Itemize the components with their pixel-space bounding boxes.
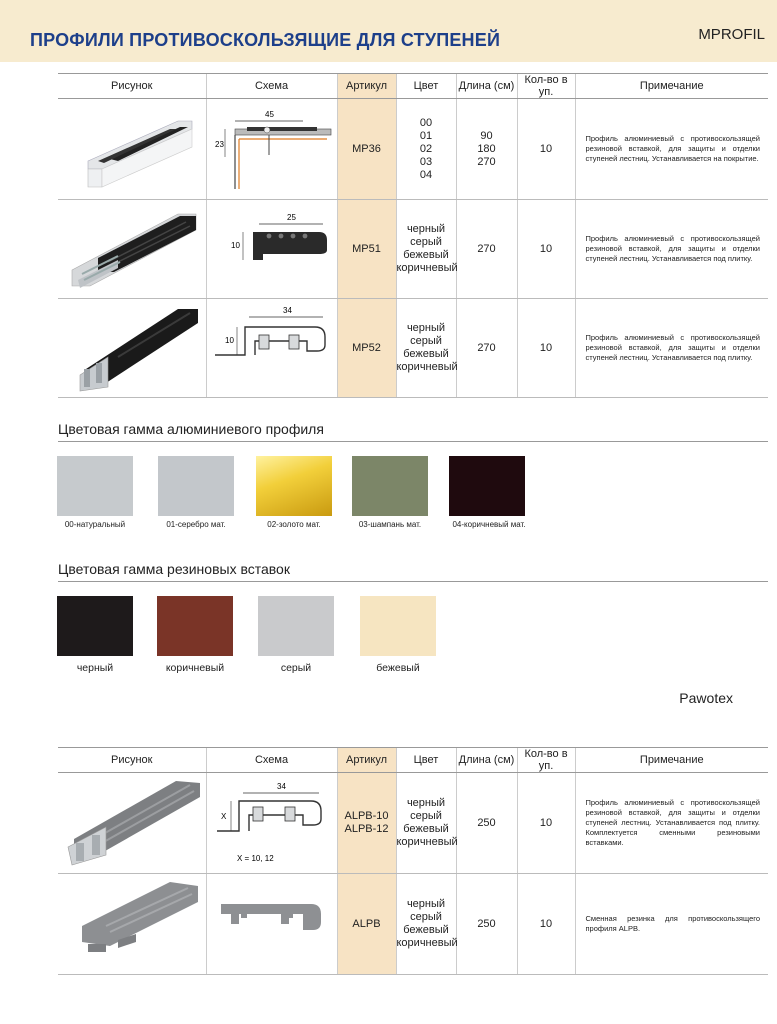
- scheme-drawing-alpb-10-12: [206, 773, 337, 874]
- product-image-mp36: [58, 99, 206, 200]
- table-header-row: [58, 748, 768, 773]
- swatch-label: коричневый: [165, 662, 225, 674]
- divider: [58, 441, 768, 442]
- length-alpb: 250: [456, 874, 517, 975]
- page-title: ПРОФИЛИ ПРОТИВОСКОЛЬЗЯЩИЕ ДЛЯ СТУПЕНЕЙ: [30, 30, 501, 50]
- color-mp36: 00 01 02 03 04: [396, 99, 456, 200]
- swatch-label: 01-серебро мат.: [166, 520, 226, 529]
- swatch-aluminium-03: [352, 456, 428, 516]
- col-header-article: Артикул: [337, 748, 396, 773]
- scheme-drawing-mp52: [206, 299, 337, 398]
- svg-text:X: X: [220, 812, 226, 821]
- scheme-drawing-alpb: [206, 874, 337, 975]
- swatch-rubber-grey: [258, 596, 334, 656]
- col-header-picture: Рисунок: [58, 74, 206, 99]
- swatch-aluminium-00: [57, 456, 133, 516]
- scheme-drawing-mp51: [206, 200, 337, 299]
- article-alpb-10-12: ALPB-10 ALPB-12: [337, 773, 396, 874]
- table-row: [58, 99, 768, 200]
- table-header-row: [58, 74, 768, 99]
- color-mp51: черный серый бежевый коричневый: [396, 200, 456, 299]
- swatch-label: черный: [76, 662, 114, 674]
- product-image-alpb-10-12: [58, 773, 206, 874]
- swatch-label: 02-золото мат.: [267, 520, 321, 529]
- col-header-qty: Кол-во в уп.: [517, 74, 575, 99]
- article-mp51: MP51: [337, 200, 396, 299]
- length-mp51: 270: [456, 200, 517, 299]
- note-mp36: Профиль алюминиевый с противоскользящей резиновой вставкой, для защиты и отделки ступеней лестниц. Устанавливается на покрытие.: [575, 99, 768, 200]
- col-header-note: Примечание: [575, 748, 768, 773]
- col-header-qty: Кол-во в уп.: [517, 748, 575, 773]
- article-alpb: ALPB: [337, 874, 396, 975]
- col-header-length: Длина (см): [456, 748, 517, 773]
- svg-text:34: 34: [276, 782, 286, 791]
- col-header-color: Цвет: [396, 74, 456, 99]
- col-header-color: Цвет: [396, 748, 456, 773]
- profile-table-pawotex: [58, 747, 768, 975]
- svg-text:23: 23: [214, 140, 224, 149]
- col-header-article: Артикул: [337, 74, 396, 99]
- color-mp52: черный серый бежевый коричневый: [396, 299, 456, 398]
- note-alpb: Сменная резинка для противоскользящего профиля ALPB.: [575, 874, 768, 975]
- swatch-rubber-brown: [157, 596, 233, 656]
- rubber-colors-title: Цветовая гамма резиновых вставок: [58, 561, 290, 577]
- swatch-label: 04-коричневый мат.: [452, 520, 526, 529]
- swatch-rubber-beige: [360, 596, 436, 656]
- swatch-rubber-black: [57, 596, 133, 656]
- col-header-scheme: Схема: [206, 74, 337, 99]
- swatch-label: 00-натуральный: [64, 520, 126, 529]
- length-mp36: 90 180 270: [456, 99, 517, 200]
- length-mp52: 270: [456, 299, 517, 398]
- svg-text:10: 10: [230, 241, 240, 250]
- note-alpb-10-12: Профиль алюминиевый с противоскользящей резиновой вставкой, для защиты и отделки ступеней лестниц. Устанавливается под плитку. Комплектуется сменными резиновыми вставками.: [575, 773, 768, 874]
- swatch-label: бежевый: [376, 662, 420, 674]
- qty-mp36: 10: [517, 99, 575, 200]
- note-mp52: Профиль алюминиевый с противоскользящей резиновой вставкой, для защиты и отделки ступеней лестниц. Устанавливается под плитку.: [575, 299, 768, 398]
- brand-pawotex: Pawotex: [679, 690, 733, 706]
- article-mp36: MP36: [337, 99, 396, 200]
- col-header-scheme: Схема: [206, 748, 337, 773]
- swatch-aluminium-04: [449, 456, 525, 516]
- note-mp51: Профиль алюминиевый с противоскользящей резиновой вставкой, для защиты и отделки ступеней лестниц. Устанавливается под плитку.: [575, 200, 768, 299]
- aluminium-colors-title: Цветовая гамма алюминиевого профиля: [58, 421, 324, 437]
- product-image-mp51: [58, 200, 206, 299]
- scheme-drawing-mp36: [206, 99, 337, 200]
- col-header-picture: Рисунок: [58, 748, 206, 773]
- table-row: [58, 874, 768, 975]
- svg-text:34: 34: [282, 306, 292, 315]
- table-row: [58, 773, 768, 874]
- product-image-mp52: [58, 299, 206, 398]
- qty-mp52: 10: [517, 299, 575, 398]
- table-row: [58, 299, 768, 398]
- article-mp52: MP52: [337, 299, 396, 398]
- swatch-label: серый: [280, 662, 312, 674]
- table-row: [58, 200, 768, 299]
- col-header-length: Длина (см): [456, 74, 517, 99]
- col-header-note: Примечание: [575, 74, 768, 99]
- swatch-aluminium-02: [256, 456, 332, 516]
- swatch-aluminium-01: [158, 456, 234, 516]
- swatch-label: 03-шампань мат.: [358, 520, 422, 529]
- profile-table-mprofil: [58, 73, 768, 398]
- color-alpb: черный серый бежевый коричневый: [396, 874, 456, 975]
- divider: [58, 581, 768, 582]
- svg-text:X = 10, 12: X = 10, 12: [236, 854, 274, 863]
- svg-text:25: 25: [286, 213, 296, 222]
- brand-name: MPROFIL: [698, 26, 765, 43]
- page-header: [0, 0, 777, 62]
- qty-alpb: 10: [517, 874, 575, 975]
- color-alpb-10-12: черный серый бежевый коричневый: [396, 773, 456, 874]
- svg-text:45: 45: [264, 110, 274, 119]
- product-image-alpb: [58, 874, 206, 975]
- qty-alpb-10-12: 10: [517, 773, 575, 874]
- length-alpb-10-12: 250: [456, 773, 517, 874]
- svg-text:10: 10: [224, 336, 234, 345]
- qty-mp51: 10: [517, 200, 575, 299]
